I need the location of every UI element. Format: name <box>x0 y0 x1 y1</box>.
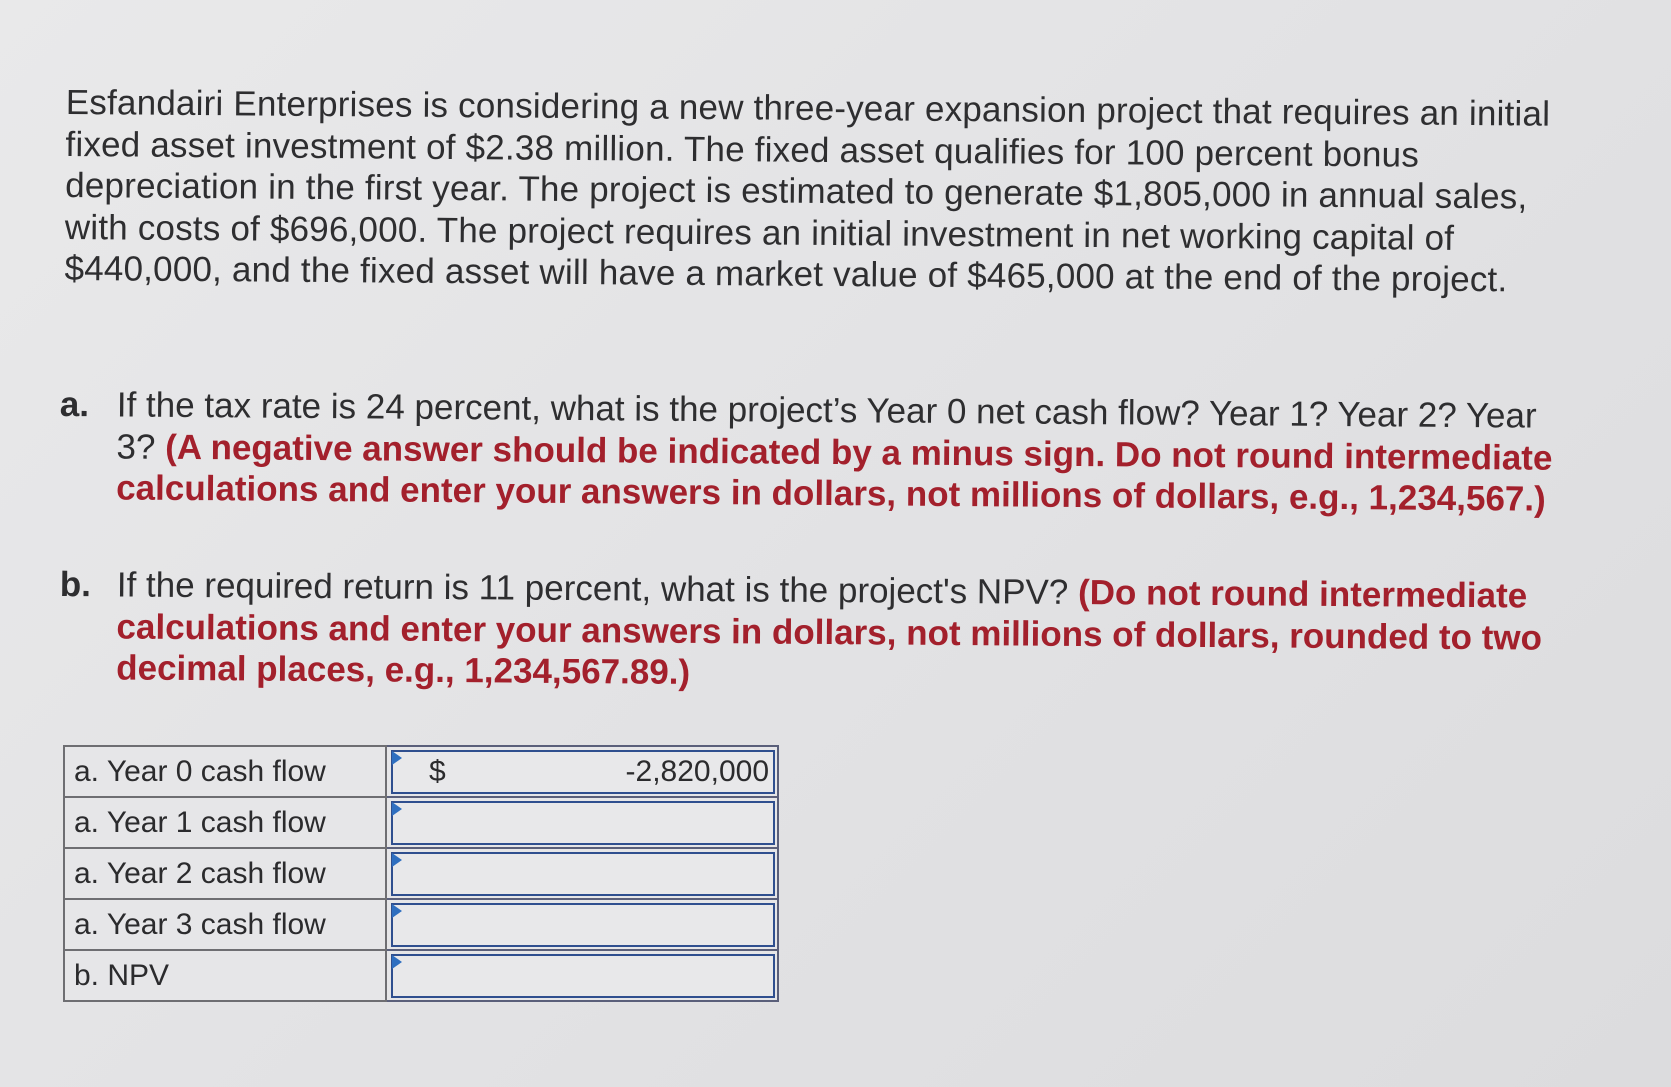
question-marker: b. <box>59 564 92 605</box>
npv-input[interactable] <box>391 954 775 998</box>
question-a <box>59 384 1580 520</box>
question-text: If the tax rate is 24 percent, what is the project’s Year 0 net cash flow? Year 1? Year 2? Year 3? <box>116 385 1537 467</box>
answer-cell <box>386 746 778 797</box>
answer-cell <box>386 797 778 848</box>
year-3-cash-flow-input[interactable] <box>391 903 775 947</box>
flag-marker-icon <box>392 751 402 765</box>
answer-table <box>63 745 779 1002</box>
year-1-cash-flow-input[interactable] <box>391 801 775 845</box>
question-hint: (Do not round intermediate calculations and enter your answers in dollars, not millions of dollars, rounded to two decimal places, e.g., 1,234,567.89.) <box>116 572 1543 692</box>
question-b <box>59 564 1580 700</box>
table-row <box>64 746 778 797</box>
year-0-cash-flow-input[interactable] <box>391 750 775 794</box>
year-2-cash-flow-input[interactable] <box>391 852 775 896</box>
flag-marker-icon <box>392 802 402 816</box>
answer-cell <box>386 848 778 899</box>
answer-value: -2,820,000 <box>625 755 769 788</box>
table-row <box>64 950 778 1001</box>
question-hint: (A negative answer should be indicated by a minus sign. Do not round intermediate calculations and enter your answers in dollars, not millions of dollars, e.g., 1,234,567.) <box>116 427 1553 519</box>
table-row <box>64 848 778 899</box>
row-label: a. Year 0 cash flow <box>64 746 386 797</box>
flag-marker-icon <box>392 853 402 867</box>
question-text: If the required return is 11 percent, what is the project's NPV? <box>116 565 1069 612</box>
row-label: a. Year 2 cash flow <box>64 848 386 899</box>
flag-marker-icon <box>392 955 402 969</box>
table-row <box>64 797 778 848</box>
answer-cell <box>386 950 778 1001</box>
table-row <box>64 899 778 950</box>
row-label: a. Year 3 cash flow <box>64 899 386 950</box>
row-label: a. Year 1 cash flow <box>64 797 386 848</box>
question-marker: a. <box>59 384 90 425</box>
flag-marker-icon <box>392 904 402 918</box>
row-label: b. NPV <box>64 950 386 1001</box>
currency-symbol: $ <box>429 755 446 788</box>
answer-cell <box>386 899 778 950</box>
problem-intro: Esfandairi Enterprises is considering a new three-year expansion project that requires an initial fixed asset investment of $2.38 million. The fixed asset qualifies for 100 percent bonus depreciation in the first year. The project is estimated to generate $1,805,000 in annual sales, with costs of $696,000. The project requires an initial investment in net working capital of $440,000, and the fixed asset will have a market value of $465,000 at the end of the project. <box>64 82 1551 300</box>
